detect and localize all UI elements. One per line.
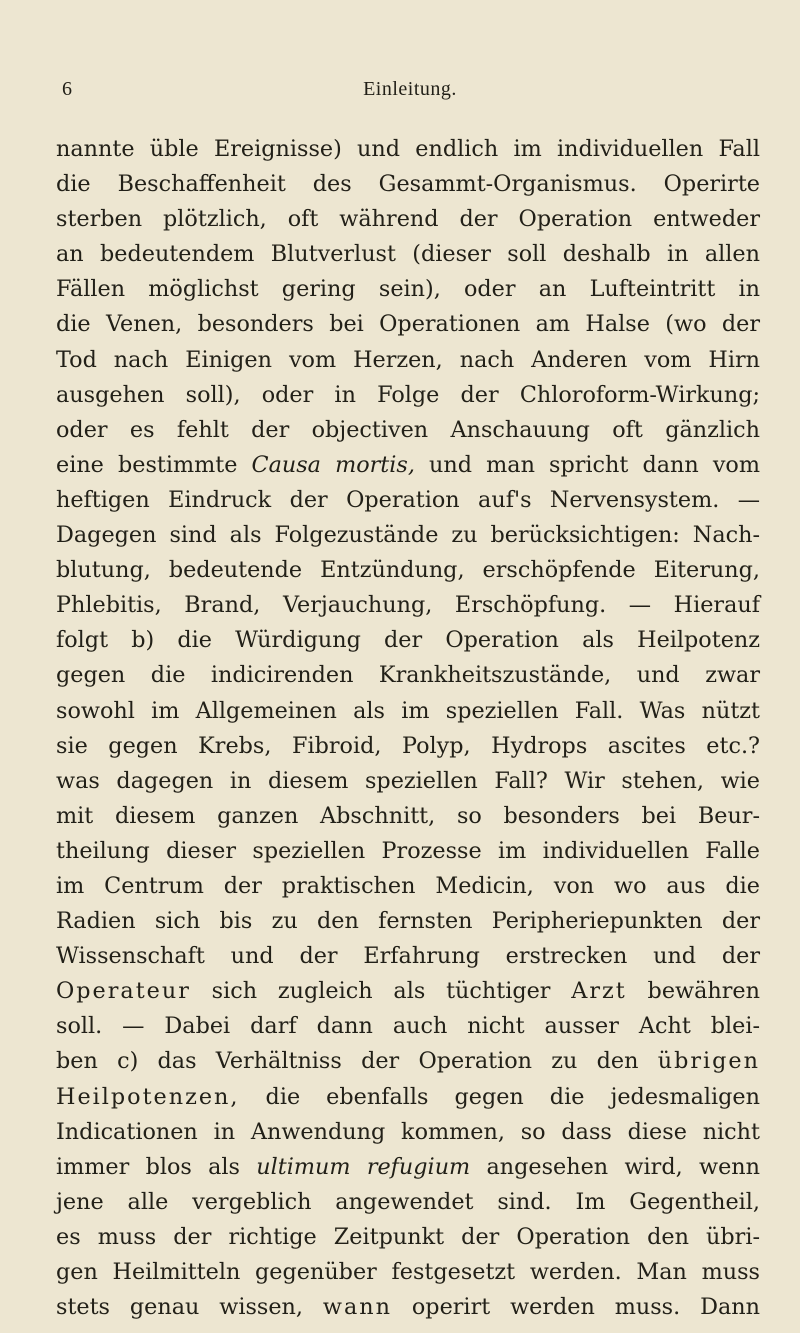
text-line: heftigen Eindruck der Operation auf's Nervensystem. — <box>56 486 760 513</box>
text-line: nannte üble Ereignisse) und endlich im individuellen Fall <box>56 136 760 162</box>
text-run: angesehen wird, wenn <box>470 1153 760 1180</box>
text-line: Phlebitis, Brand, Verjauchung, Erschöpfung. — Hierauf <box>56 592 760 619</box>
text-line: Fällen möglichst gering sein), oder an Lufteintritt in <box>56 276 760 303</box>
text-line: sie gegen Krebs, Fibroid, Polyp, Hydrops ascites etc.? <box>56 732 760 759</box>
page-header <box>62 78 758 106</box>
text-run: operirt werden muss. Dann <box>392 1294 760 1321</box>
text-line: ausgehen soll), oder in Folge der Chloroform-Wirkung; <box>56 381 760 408</box>
text-line: Tod nach Einigen vom Herzen, nach Anderen vom Hirn <box>56 346 760 373</box>
text-line: gen Heilmitteln gegenüber festgesetzt werden. Man muss <box>56 1259 760 1285</box>
text-line: es muss der richtige Zeitpunkt der Operation den übri- <box>56 1223 760 1250</box>
text-line: was dagegen in diesem speziellen Fall? Wir stehen, wie <box>56 767 760 794</box>
text-run: und man spricht dann vom <box>414 451 760 478</box>
text-line: sterben plötzlich, oft während der Operation entweder <box>56 206 760 233</box>
text-line <box>56 1044 760 1079</box>
text-line: Dagegen sind als Folgezustände zu berücksichtigen: Nach- <box>56 522 760 549</box>
text-line: die Beschaffenheit des Gesammt-Organismus. Operirte <box>56 171 760 198</box>
text-run: ben c) das Verhältniss der Operation zu den <box>56 1048 658 1075</box>
text-line: jene alle vergeblich angewendet sind. Im Gegentheil, <box>56 1188 760 1215</box>
text-run: stets genau wissen, <box>56 1294 323 1321</box>
text-run: eine bestimmte <box>56 451 252 478</box>
text-line: oder es fehlt der objectiven Anschauung oft gänzlich <box>56 416 760 443</box>
italic-term: ultimum refugium <box>256 1153 471 1180</box>
page-number: 6 <box>62 78 72 100</box>
text-line: Wissenschaft und der Erfahrung erstrecken und der <box>56 943 760 970</box>
text-line: theilung dieser speziellen Prozesse im individuellen Falle <box>56 837 760 864</box>
spaced-term: Heilpotenzen, <box>56 1083 240 1110</box>
text-run: sich zugleich als tüchtiger <box>190 978 572 1005</box>
text-line: die Venen, besonders bei Operationen am Halse (wo der <box>56 311 760 338</box>
running-title: Einleitung. <box>363 78 457 100</box>
text-line <box>56 974 760 1009</box>
body-text <box>56 132 760 1325</box>
text-line: gegen die indicirenden Krankheitszustände, und zwar <box>56 662 760 689</box>
spaced-term: übrigen <box>657 1048 760 1075</box>
text-line: mit diesem ganzen Abschnitt, so besonders bei Beur- <box>56 802 760 829</box>
text-line: folgt b) die Würdigung der Operation als Heilpotenz <box>56 627 760 654</box>
spaced-term: Operateur <box>56 978 191 1005</box>
text-line: im Centrum der praktischen Medicin, von wo aus die <box>56 872 760 899</box>
text-run: immer blos als <box>56 1153 257 1180</box>
text-run: die ebenfalls gegen die jedesmaligen <box>239 1083 760 1110</box>
spaced-term: wann <box>322 1294 392 1321</box>
text-line: an bedeutendem Blutverlust (dieser soll deshalb in allen <box>56 241 760 268</box>
text-line: blutung, bedeutende Entzündung, erschöpfende Eiterung, <box>56 557 760 584</box>
text-line <box>56 1150 760 1185</box>
text-line: soll. — Dabei darf dann auch nicht ausser Acht blei- <box>56 1013 760 1040</box>
italic-term: Causa mortis, <box>251 451 415 478</box>
text-line: Radien sich bis zu den fernsten Peripheriepunkten der <box>56 908 760 935</box>
text-line: sowohl im Allgemeinen als im speziellen Fall. Was nützt <box>56 697 760 724</box>
text-line: Indicationen in Anwendung kommen, so dass diese nicht <box>56 1118 760 1145</box>
text-line <box>56 1290 760 1325</box>
text-run: bewähren <box>626 978 760 1005</box>
text-line <box>56 1080 760 1115</box>
spaced-term: Arzt <box>571 978 627 1005</box>
text-line <box>56 448 760 483</box>
